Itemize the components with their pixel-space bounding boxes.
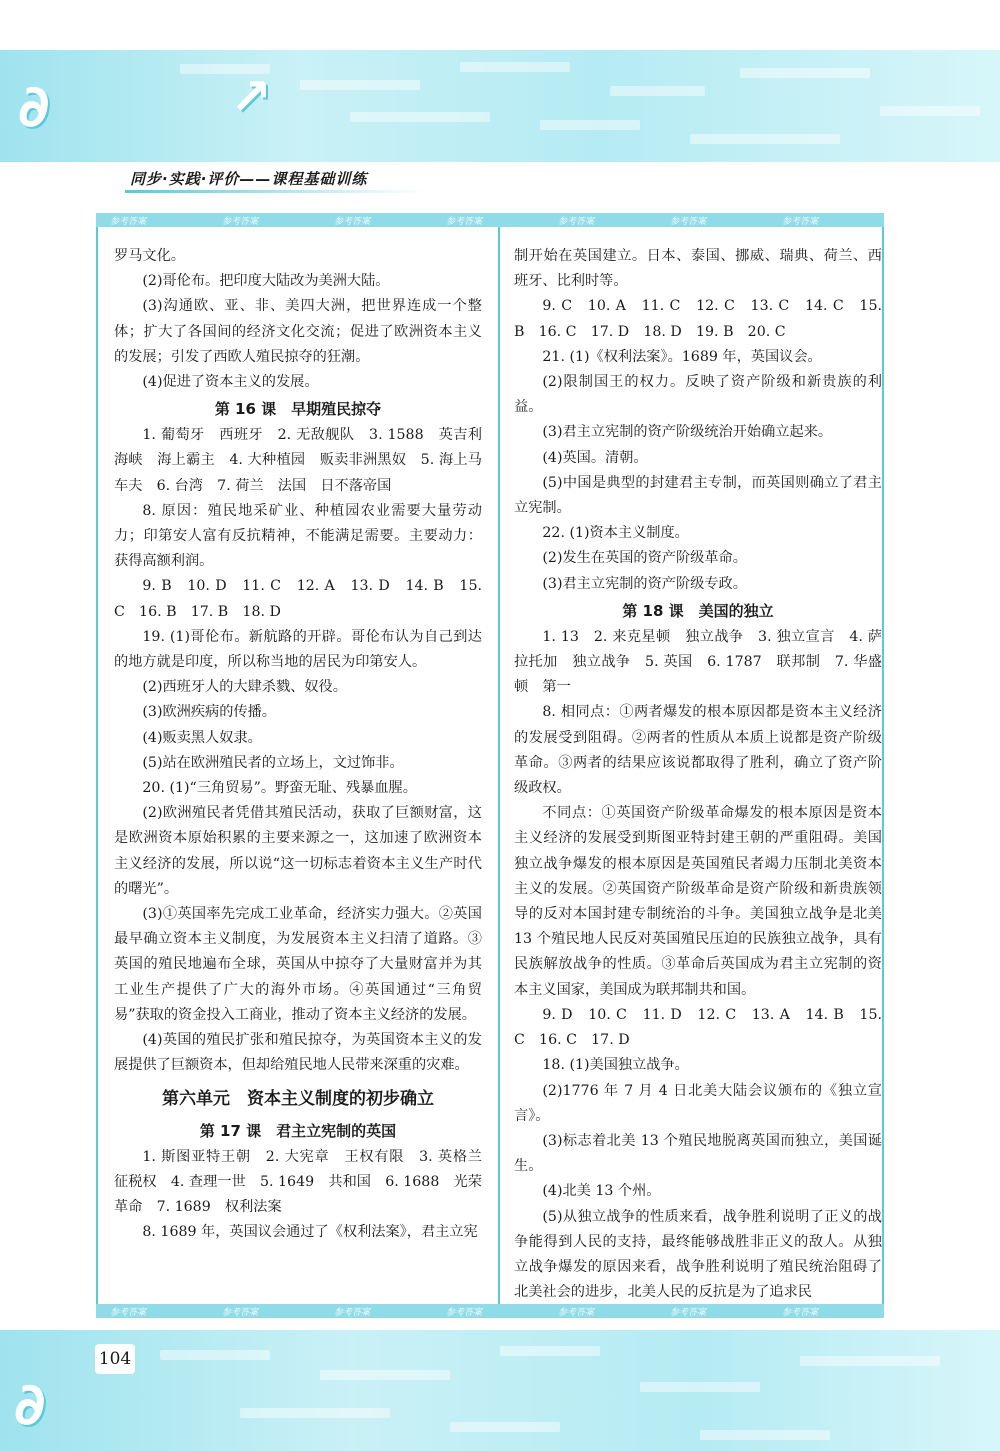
frame-label: 参考答案 xyxy=(222,217,259,227)
lesson-heading: 第 16 课 早期殖民掠夺 xyxy=(214,400,382,419)
answer-paragraph: (2)限制国王的权力。反映了资产阶级和新贵族的利益。 xyxy=(514,374,882,416)
answer-paragraph: (2)西班牙人的大肆杀戮、奴役。 xyxy=(142,679,347,696)
answer-paragraph: 9. C 10. A 11. C 12. C 13. C 14. C 15. B 16. C 17. D 18. D 19. B 20. C xyxy=(514,298,882,340)
frame-label: 参考答案 xyxy=(558,217,595,227)
answer-paragraph: 不同点：①英国资产阶级革命爆发的根本原因是资本主义经济的发展受到斯图亚特封建王朝的严重阻碍。美国独立战争爆发的根本原因是英国殖民者竭力压制北美资本主义的发展。②英国资产阶级革命是资产阶级和新贵族领导的反对本国封建专制统治的斗争。美国独立战争是北美 13 个殖民地人民反对英国殖民压迫的民族独立战争，具有民族解放战争的性质。③革命后英国成为君主立宪制的资本主义国家，美国成为联邦制共和国。 xyxy=(514,805,882,998)
frame-label: 参考答案 xyxy=(670,1308,707,1318)
answer-paragraph: 22. (1)资本主义制度。 xyxy=(542,525,689,542)
left-answer-column xyxy=(114,244,497,1245)
top-banner-decoration xyxy=(0,50,1000,162)
frame-label: 参考答案 xyxy=(446,1308,483,1318)
answer-paragraph: 19. (1)哥伦布。新航路的开辟。哥伦布认为自己到达的地方就是印度，所以称当地的居民为印第安人。 xyxy=(114,628,482,671)
frame-label: 参考答案 xyxy=(334,1308,371,1318)
answer-paragraph: (3)君主立宪制的资产阶级专政。 xyxy=(542,575,747,592)
answer-paragraph: (3)标志着北美 13 个殖民地脱离英国而独立，美国诞生。 xyxy=(514,1132,882,1175)
answer-paragraph: 1. 13 2. 来克星顿 独立战争 3. 独立宣言 4. 萨拉托加 独立战争 5. 英国 6. 1787 联邦制 7. 华盛顿 第一 xyxy=(514,628,882,696)
frame-label: 参考答案 xyxy=(334,217,371,227)
answer-paragraph: 20. (1)“三角贸易”。野蛮无耻、残暴血腥。 xyxy=(142,780,417,797)
unit-heading: 第六单元 资本主义制度的初步确立 xyxy=(162,1088,434,1109)
answer-paragraph: (5)站在欧洲殖民者的立场上，文过饰非。 xyxy=(142,754,404,771)
answer-paragraph: (4)北美 13 个州。 xyxy=(542,1183,661,1200)
right-answer-column xyxy=(514,244,882,1305)
answer-paragraph: 8. 原因：殖民地采矿业、种植园农业需要大量劳动力；印第安人富有反抗精神，不能满足需要。主要动力：获得高额利润。 xyxy=(114,502,482,570)
lesson-heading: 第 18 课 美国的独立 xyxy=(622,601,774,620)
answer-paragraph: 8. 相同点：①两者爆发的根本原因都是资本主义经济的发展受到阻碍。②两者的性质从本质上说都是资产阶级革命。③两者的结果应该说都取得了胜利，确立了资产阶级政权。 xyxy=(514,704,882,797)
lesson-heading: 第 17 课 君主立宪制的英国 xyxy=(199,1121,397,1140)
frame-label: 参考答案 xyxy=(110,1308,147,1318)
frame-label: 参考答案 xyxy=(222,1308,259,1318)
answer-paragraph: (3)欧洲疾病的传播。 xyxy=(142,704,276,721)
graffiti-decoration-icon: ∂ xyxy=(18,72,50,140)
frame-label: 参考答案 xyxy=(670,217,707,227)
answer-paragraph: 9. D 10. C 11. D 12. C 13. A 14. B 15. C 16. C 17. D xyxy=(514,1006,882,1049)
answer-paragraph: (4)英国的殖民扩张和殖民掠夺，为英国资本主义的发展提供了巨额资本，但却给殖民地人民带来深重的灾难。 xyxy=(114,1032,482,1074)
frame-top-bar xyxy=(96,213,884,227)
answer-paragraph: (4)促进了资本主义的发展。 xyxy=(142,374,319,391)
answer-paragraph: 1. 葡萄牙 西班牙 2. 无敌舰队 3. 1588 英吉利海峡 海上霸主 4. 大种植园 贩卖非洲黑奴 5. 海上马车夫 6. 台湾 7. 荷兰 法国 日不落帝国 xyxy=(114,427,482,494)
answer-paragraph: 罗马文化。 xyxy=(114,248,185,264)
frame-label: 参考答案 xyxy=(558,1308,595,1318)
column-divider xyxy=(498,227,500,1304)
answer-paragraph: 8. 1689 年，英国议会通过了《权利法案》，君主立宪 xyxy=(142,1224,478,1241)
answer-paragraph: 18. (1)美国独立战争。 xyxy=(542,1057,689,1074)
page-number: 104 xyxy=(95,1344,135,1374)
frame-label: 参考答案 xyxy=(782,217,819,227)
answer-paragraph: 1. 斯图亚特王朝 2. 大宪章 王权有限 3. 英格兰 征税权 4. 查理一世 5. 1649 共和国 6. 1688 光荣革命 7. 1689 权利法案 xyxy=(114,1148,497,1215)
frame-label: 参考答案 xyxy=(782,1308,819,1318)
answer-paragraph: (3)君主立宪制的资产阶级统治开始确立起来。 xyxy=(542,424,833,441)
answer-paragraph: (2)欧洲殖民者凭借其殖民活动，获取了巨额财富，这是欧洲资本原始积累的主要来源之一，这加速了欧洲资本主义经济的发展，所以说“这一切标志着资本主义生产时代的曙光”。 xyxy=(114,805,482,897)
answer-paragraph: (4)英国。清朝。 xyxy=(542,449,648,466)
frame-bottom-bar xyxy=(96,1304,884,1318)
answer-paragraph: (3)①英国率先完成工业革命，经济实力强大。②英国最早确立资本主义制度，为发展资本主义扫清了道路。③英国的殖民地遍布全球，英国从中掠夺了大量财富并为其工业生产提供了广大的海外市场。④英国通过“三角贸易”获取的资金投入工商业，推动了资本主义经济的发展。 xyxy=(114,906,482,1023)
frame-label: 参考答案 xyxy=(110,217,147,227)
answer-paragraph: (2)1776 年 7 月 4 日北美大陆会议颁布的《独立宣言》。 xyxy=(514,1082,882,1124)
answer-paragraph: 9. B 10. D 11. C 12. A 13. D 14. B 15. C 16. B 17. B 18. D xyxy=(114,578,482,620)
graffiti-decoration-icon: ∂ xyxy=(14,1370,46,1438)
answer-paragraph: (5)中国是典型的封建君主专制，而英国则确立了君主立宪制。 xyxy=(514,474,882,517)
answer-paragraph: (2)发生在英国的资产阶级革命。 xyxy=(542,550,747,567)
answer-paragraph: 21. (1)《权利法案》。1689 年，英国议会。 xyxy=(542,348,822,365)
answer-paragraph: (4)贩卖黑人奴隶。 xyxy=(142,729,262,746)
frame-label: 参考答案 xyxy=(446,217,483,227)
page-header-title: 同步·实践·评价——课程基础训练 xyxy=(130,170,368,188)
bottom-banner-decoration xyxy=(0,1330,1000,1451)
header-rule xyxy=(125,190,425,193)
answer-paragraph: (3)沟通欧、亚、非、美四大洲，把世界连成一个整体；扩大了各国间的经济文化交流；促进了欧洲资本主义的发展；引发了西欧人殖民掠夺的狂潮。 xyxy=(114,298,482,365)
answer-paragraph: (5)从独立战争的性质来看，战争胜利说明了正义的战争能得到人民的支持，最终能够战胜非正义的敌人。从独立战争爆发的原因来看，战争胜利说明了殖民统治阻碍了北美社会的进步，北美人民的反抗是为了追求民 xyxy=(514,1208,882,1301)
answer-paragraph: 制开始在英国建立。日本、泰国、挪威、瑞典、荷兰、西班牙、比利时等。 xyxy=(514,248,882,290)
answer-paragraph: (2)哥伦布。把印度大陆改为美洲大陆。 xyxy=(142,273,390,290)
graffiti-arrow-icon: ↗ xyxy=(230,68,272,126)
